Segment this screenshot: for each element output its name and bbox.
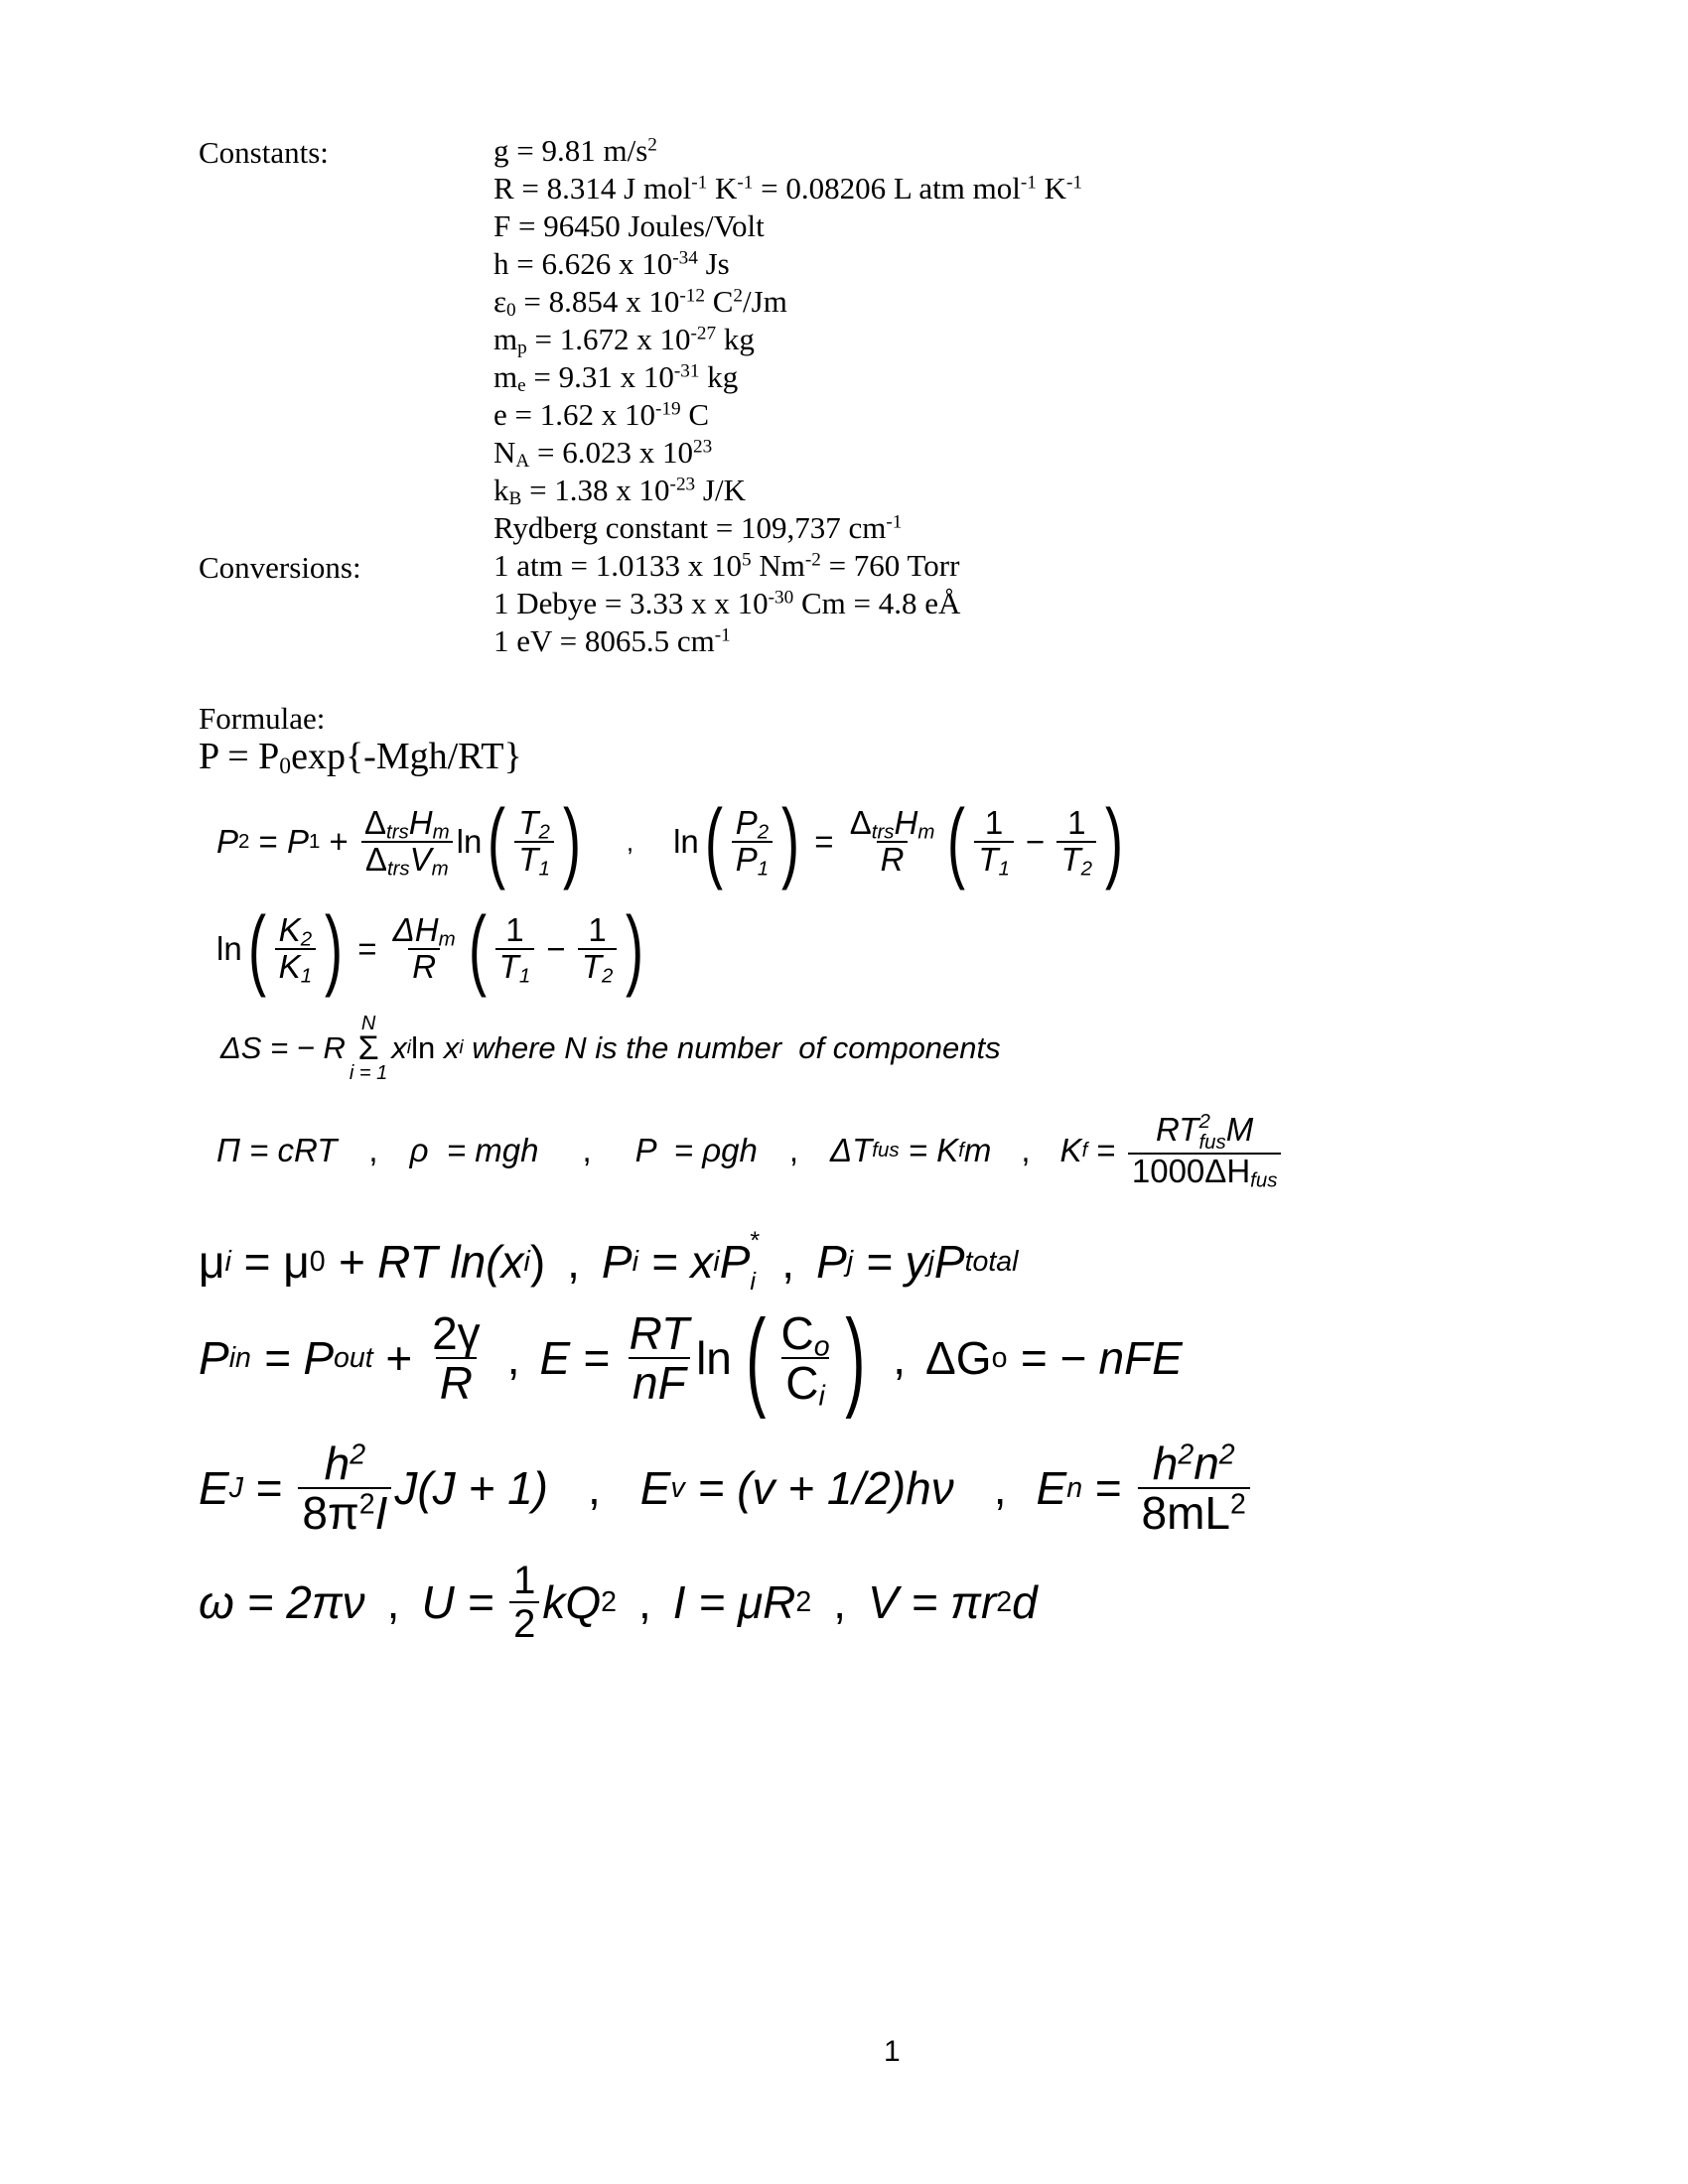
formula-colligative-row: Π = cRT , ρ = mgh , P = ρgh , ΔT fus = K f m , K f = RT 2 fus M $1000\Delta H_{fus}$ [216,1106,1284,1195]
constant-rydberg: Rydberg constant = 109,737 $cm^{-1}$ [493,510,903,545]
formula-barometric: $P = P_0\exp\{-Mgh/RT\}$ [199,736,522,780]
constant-electron-mass: $m_e = 9.31$ x $10^{-31}$ kg [493,359,739,397]
constant-planck: h = 6.626 x $10^{-34}$ Js [493,246,730,281]
constants-label: Constants: [199,135,329,170]
constant-gravity: g = 9.81 $m/s^2$ [493,133,657,168]
fraction: $\frac{\Delta_{trs}H_m}{\Delta_{trs}V_m}$ [360,806,454,877]
formula-misc-row: ω = 2πν , U = $\frac{1}{2}$ kQ 2 , I = μR 2 , V = πr 2 d [199,1559,1038,1646]
constant-permittivity: $\varepsilon_0 = 8.854$ x $10^{-12}$ $C^2/Jm$ [493,284,787,322]
summation-symbol: N Σ i = 1 [349,1012,388,1085]
formula-clapeyron-row: P 2 = P 1 + $\frac{\Delta_{trs}H_m}{\Delta_{trs}V_m}$ ln ( $\frac{T_2}{T_1}$ ) , ln ( $\frac{P_2}{P_1}$ ) = $\frac{\Delta_{trs}H_m}{R}$ ( $\frac{1}{T_1}$ − $\frac{1}{T_2}$ ) [216,791,1124,891]
conversion-atm: 1 atm = 1.0133 x $10^5$ $Nm^{-2} = 760$ Torr [493,548,960,583]
conversion-ev: 1 eV = 8065.5 $cm^{-1}$ [493,623,731,658]
constant-gas-constant: R = 8.314 J mol$^{-1}$ $K^{-1} = 0.08206$ L atm mol$^{-1}$ $K^{-1}$ [493,171,1082,205]
formula-laplace-nernst-row: P in = P out + $\frac{2\gamma}{R}$ , E = $\frac{RT}{nF}$ ln ( $\frac{C_o}{C_i}$ ) , ΔG o = − nFE [199,1297,1183,1420]
conversion-debye: 1 Debye = 3.33 x x $10^{-30}$ Cm = 4.8 eÅ [493,586,961,620]
formulae-label: Formulae: [199,701,326,736]
constant-boltzmann: $k_B = 1.38$ x $10^{-23}$ J/K [493,473,746,510]
formula-vant-hoff: ln ( $\frac{K_2}{K_1}$ ) = $\frac{\Delta H_m}{R}$ ( $\frac{1}{T_1}$ − $\frac{1}{T_2}$ ) [216,898,644,999]
constant-elementary-charge: e = 1.62 x $10^{-19}$ C [493,397,710,432]
formula-entropy-mixing: ΔS = − R N Σ i = 1 x i ln x i where N is the number of components [220,1012,1001,1085]
formula-quantum-energies-row: E J = $\frac{h^2}{8\pi^2I}$ J(J + 1) , E v = (v + 1/2)hν , E n = $\frac{h^2n^2}{8mL^2}$ [199,1430,1253,1547]
formula-chemical-potential-row: μ i = μ 0 + RT ln(x i ) , P i = x i P * i , P j = y j P total [199,1226,1019,1296]
page-number: 1 [884,2035,901,2068]
constant-proton-mass: $m_p = 1.672$ x $10^{-27}$ kg [493,322,755,359]
conversions-label: Conversions: [199,550,361,585]
constant-faraday: F = 96450 Joules/Volt [493,208,765,243]
constant-avogadro: $N_A = 6.023$ x $10^{23}$ [493,435,713,473]
